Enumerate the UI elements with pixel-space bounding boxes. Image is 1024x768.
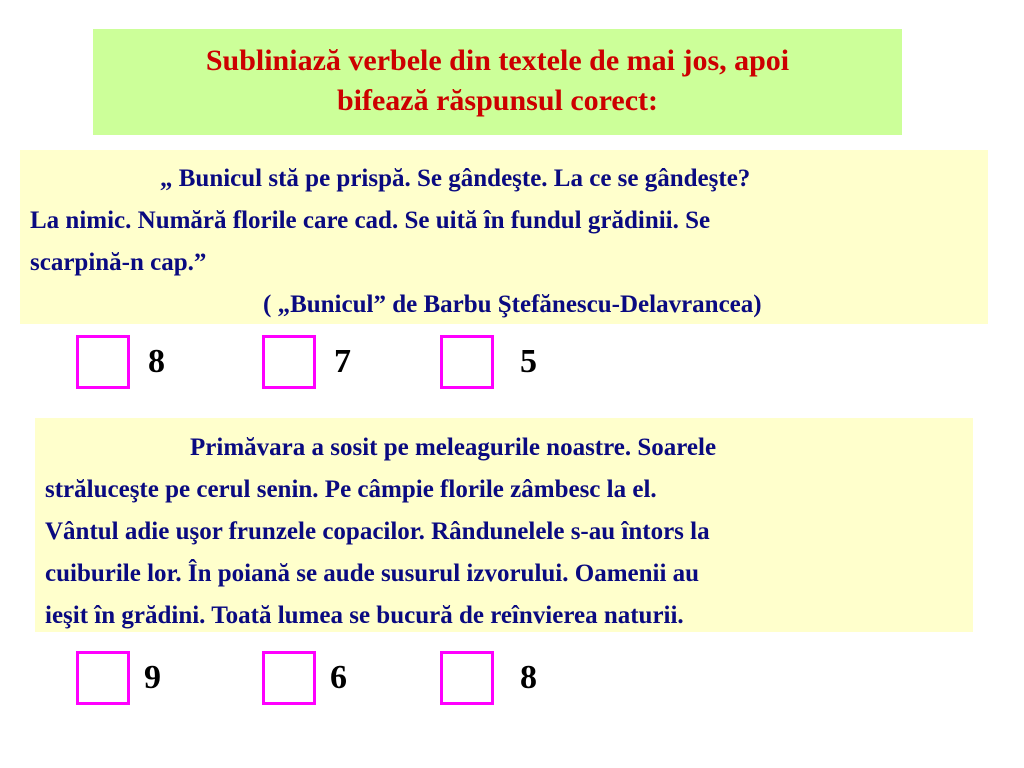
passage-1-line-3: scarpină-n cap.” — [30, 249, 207, 276]
answer-option-1a[interactable] — [76, 335, 165, 389]
checkbox[interactable] — [76, 335, 130, 389]
instruction-line-1: Subliniază verbele din textele de mai jos, apoi — [205, 44, 790, 77]
answer-option-1c[interactable] — [440, 335, 537, 389]
option-label: 7 — [334, 343, 351, 380]
option-label: 6 — [330, 659, 347, 696]
passage-1-line-1: „ Bunicul stă pe prispă. Se gândeşte. La ce se gândeşte? — [160, 165, 751, 192]
passage-1-line-2: La nimic. Numără florile care cad. Se uită în fundul grădinii. Se — [30, 207, 711, 234]
checkbox[interactable] — [440, 651, 494, 705]
option-label: 5 — [520, 343, 537, 380]
text-passage-1 — [20, 150, 988, 324]
checkbox[interactable] — [76, 651, 130, 705]
instruction-line-2: bifează răspunsul corect: — [336, 84, 659, 117]
answer-option-2b[interactable] — [262, 651, 347, 705]
passage-2-line-5: ieşit în grădini. Toată lumea se bucură de reînvierea naturii. — [45, 602, 684, 629]
checkbox[interactable] — [440, 335, 494, 389]
answer-option-2a[interactable] — [76, 651, 161, 705]
checkbox[interactable] — [262, 651, 316, 705]
passage-2-line-2: străluceşte pe cerul senin. Pe câmpie florile zâmbesc la el. — [45, 476, 657, 503]
answer-option-1b[interactable] — [262, 335, 351, 389]
passage-2-line-4: cuiburile lor. În poiană se aude susurul izvorului. Oamenii au — [45, 560, 700, 587]
answer-option-2c[interactable] — [440, 651, 537, 705]
option-label: 8 — [148, 343, 165, 380]
option-label: 9 — [144, 659, 161, 696]
instruction-box — [93, 29, 902, 135]
passage-2-line-3: Vântul adie uşor frunzele copacilor. Rândunelele s-au întors la — [45, 518, 710, 545]
option-label: 8 — [520, 659, 537, 696]
passage-2-line-1: Primăvara a sosit pe meleagurile noastre. Soarele — [190, 434, 717, 461]
passage-1-source: ( „Bunicul” de Barbu Ştefănescu-Delavrancea) — [263, 291, 762, 318]
text-passage-2 — [35, 418, 973, 632]
checkbox[interactable] — [262, 335, 316, 389]
